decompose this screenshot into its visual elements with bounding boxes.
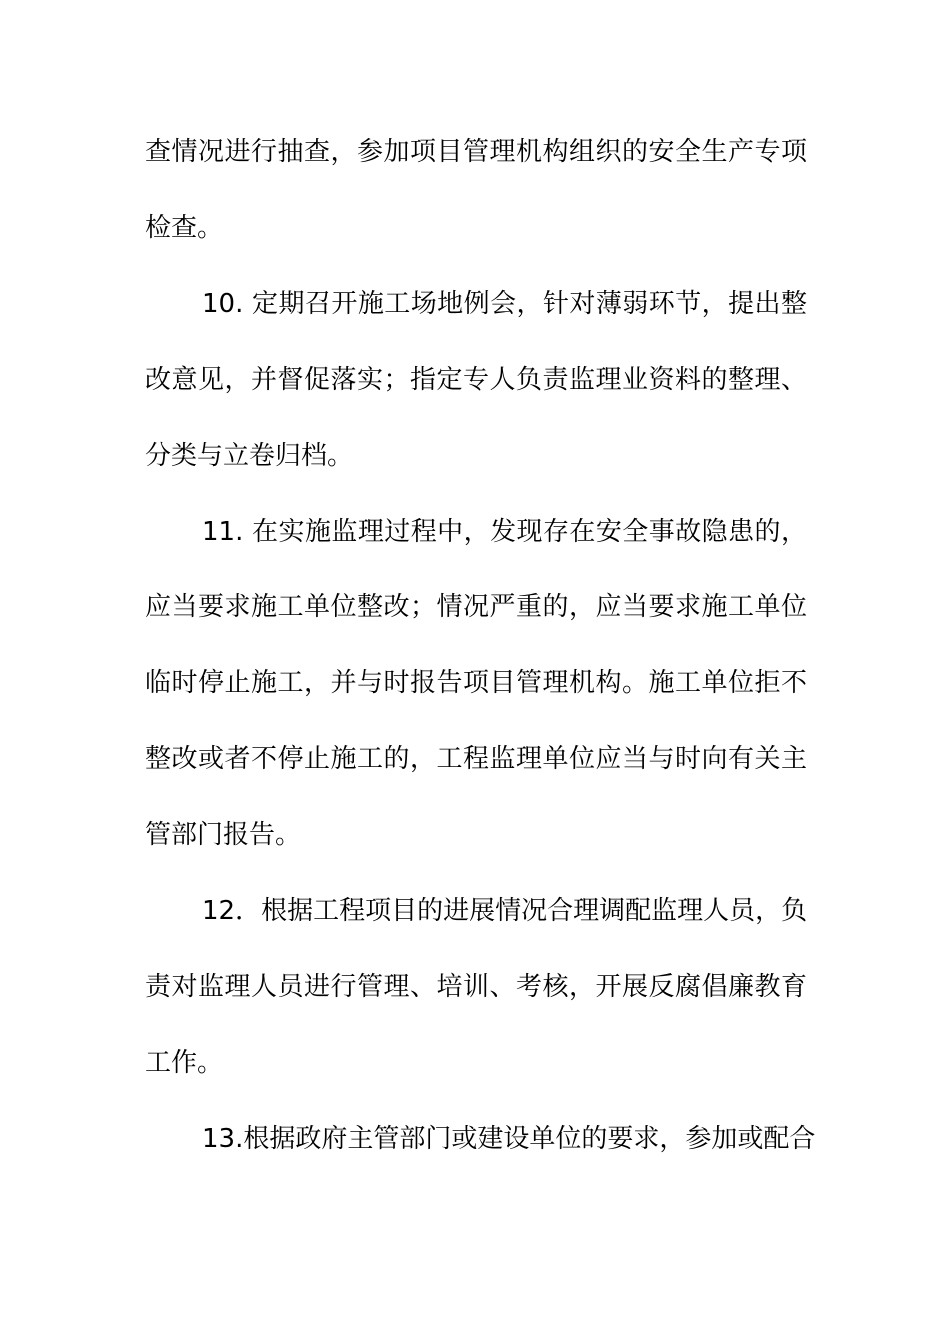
text-line: 管部门报告。 xyxy=(145,820,302,851)
text-line: 分类与立卷归档。 xyxy=(145,440,354,471)
text-line: 整改或者不停止施工的，工程监理单位应当与时向有关主 xyxy=(145,744,807,775)
text-line: 查情况进行抽查，参加项目管理机构组织的安全生产专项 xyxy=(145,137,807,167)
text-line: 应当要求施工单位整改；情况严重的，应当要求施工单位 xyxy=(145,592,807,623)
text-line: 12．根据工程项目的进展情况合理调配监理人员，负 xyxy=(202,896,808,926)
text-line: 改意见，并督促落实；指定专人负责监理业资料的整理、 xyxy=(145,364,807,395)
text-line: 10. 定期召开施工场地例会，针对薄弱环节，提出整 xyxy=(202,288,807,319)
text-line: 工作。 xyxy=(145,1047,224,1078)
text-line: 责对监理人员进行管理、培训、考核，开展反腐倡廉教育 xyxy=(145,971,807,1002)
text-line: 临时停止施工，并与时报告项目管理机构。施工单位拒不 xyxy=(145,668,807,699)
text-line: 11. 在实施监理过程中，发现存在安全事故隐患的， xyxy=(202,516,807,547)
text-line: 13.根据政府主管部门或建设单位的要求，参加或配合 xyxy=(202,1123,816,1154)
text-line: 检查。 xyxy=(145,212,224,243)
